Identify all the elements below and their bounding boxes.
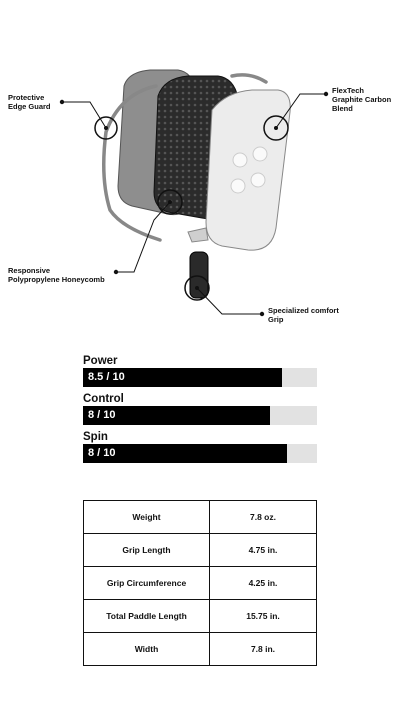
rating-label: Control [83, 393, 124, 405]
spec-value: 7.8 oz. [210, 501, 317, 534]
callout-line: Protective [8, 93, 45, 102]
performance-ratings [83, 354, 317, 468]
rating-value: 8 / 10 [88, 447, 116, 459]
rating-power [83, 354, 317, 387]
rating-value: 8.5 / 10 [88, 371, 125, 383]
paddle-illustration [0, 0, 400, 340]
callout-face-material [332, 86, 396, 113]
rating-label: Power [83, 355, 118, 367]
rating-bar-track [83, 406, 317, 425]
callout-leader-edge [62, 102, 106, 128]
paddle-exploded-diagram [0, 0, 400, 340]
spec-label: Total Paddle Length [84, 600, 210, 633]
callout-grip [268, 306, 358, 324]
spec-label: Width [84, 633, 210, 666]
spec-value: 4.25 in. [210, 567, 317, 600]
spec-label: Grip Circumference [84, 567, 210, 600]
paddle-grip [190, 252, 208, 298]
callout-line: Grip [268, 315, 284, 324]
callout-edge-guard [8, 93, 68, 111]
callout-dot [324, 92, 328, 96]
callout-line: Polypropylene Honeycomb [8, 275, 105, 284]
table-row [84, 567, 317, 600]
edge-guard-right [232, 75, 266, 82]
callout-line: FlexTech [332, 86, 364, 95]
face-dot [231, 179, 245, 193]
face-dot [251, 173, 265, 187]
callout-dot [260, 312, 264, 316]
rating-spin [83, 430, 317, 463]
callout-line: Edge Guard [8, 102, 51, 111]
spec-label: Grip Length [84, 534, 210, 567]
rating-value: 8 / 10 [88, 409, 116, 421]
callout-line: Specialized comfort [268, 306, 339, 315]
paddle-front-face [206, 90, 290, 250]
callout-line: Responsive [8, 266, 51, 275]
spec-table [83, 500, 317, 666]
rating-label: Spin [83, 431, 108, 443]
callout-line: Blend [332, 104, 353, 113]
face-dot [253, 147, 267, 161]
callout-line: Graphite Carbon [332, 95, 392, 104]
table-row [84, 534, 317, 567]
spec-value: 15.75 in. [210, 600, 317, 633]
table-row [84, 600, 317, 633]
table-row [84, 501, 317, 534]
rating-bar-track [83, 444, 317, 463]
spec-label: Weight [84, 501, 210, 534]
face-dot [233, 153, 247, 167]
paddle-throat [188, 228, 208, 242]
callout-core [8, 266, 118, 284]
table-row [84, 633, 317, 666]
rating-bar-track [83, 368, 317, 387]
rating-control [83, 392, 317, 425]
spec-value: 4.75 in. [210, 534, 317, 567]
spec-value: 7.8 in. [210, 633, 317, 666]
